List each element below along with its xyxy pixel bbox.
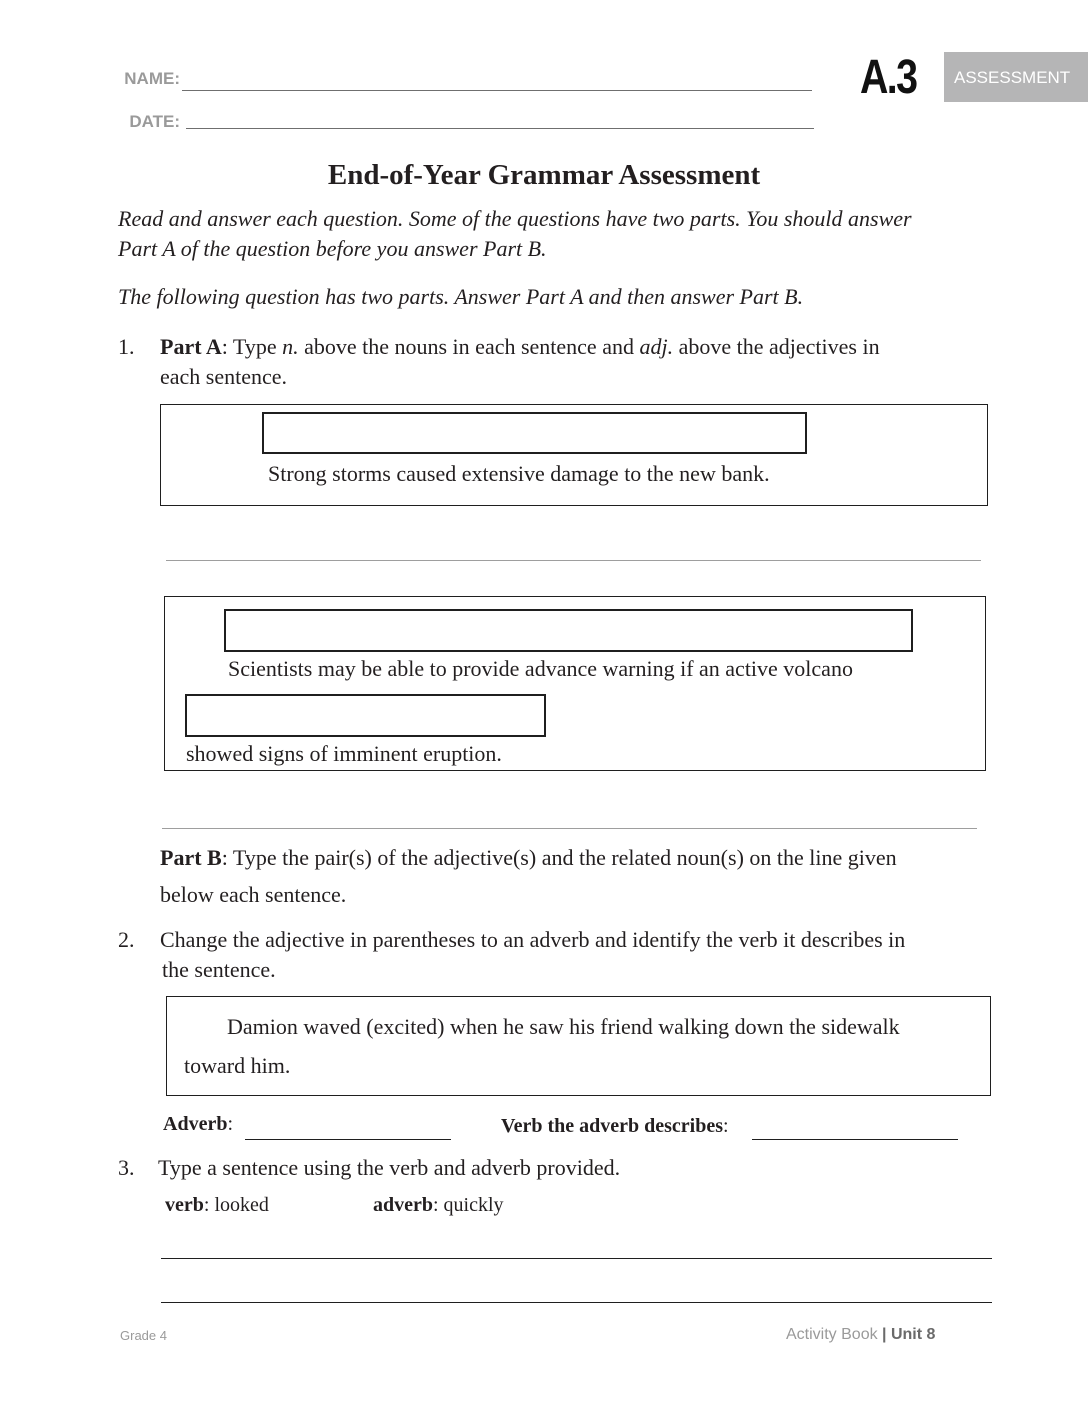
sentence-1: Strong storms caused extensive damage to the new bank. xyxy=(268,461,770,486)
q1-part-b-prompt: Part B: Type the pair(s) of the adjective(s) and the related noun(s) on the line given xyxy=(160,845,897,870)
q3-adverb-value: : quickly xyxy=(433,1194,504,1216)
q3-adverb xyxy=(373,1194,504,1217)
verb-describes-label: Verb the adverb describes xyxy=(501,1115,724,1137)
sentence-2-line-2: showed signs of imminent eruption. xyxy=(186,741,502,766)
adverb-prompt: Adverb: xyxy=(163,1113,234,1135)
assessment-tag: ASSESSMENT xyxy=(944,52,1088,102)
name-field[interactable] xyxy=(182,90,812,91)
sentence-1-answer-input[interactable] xyxy=(262,412,807,454)
date-field[interactable] xyxy=(186,128,814,129)
instructions-line-3: The following question has two parts. Answer Part A and then answer Part B. xyxy=(118,284,804,309)
q3-prompt: Type a sentence using the verb and adverb provided. xyxy=(158,1155,621,1180)
adverb-answer-line[interactable] xyxy=(245,1139,451,1140)
page-title: End-of-Year Grammar Assessment xyxy=(327,159,761,191)
q2-sentence-box xyxy=(166,996,991,1096)
q2-number: 2. xyxy=(118,927,135,952)
q2-sentence-line-1: Damion waved (excited) when he saw his friend walking down the sidewalk xyxy=(227,1014,900,1039)
sentence-2-line-1: Scientists may be able to provide advance warning if an active volcano xyxy=(228,656,853,681)
verb-answer-line[interactable] xyxy=(752,1139,958,1140)
sentence-2-answer-input-1[interactable] xyxy=(224,609,913,652)
q2-prompt-line-2: the sentence. xyxy=(162,957,276,982)
name-label: NAME: xyxy=(124,69,180,88)
q1-number: 1. xyxy=(118,334,135,359)
q3-answer-line-1[interactable] xyxy=(161,1258,992,1259)
footer-book-unit: Activity Book | Unit 8 xyxy=(786,1326,936,1343)
date-label: DATE: xyxy=(129,112,180,131)
sentence-1-answer-line[interactable] xyxy=(166,560,981,561)
q1-part-a-prompt-line-2: each sentence. xyxy=(160,364,288,389)
q3-verb xyxy=(165,1194,269,1217)
activity-code: A.3 xyxy=(860,51,917,104)
q3-verb-label: verb xyxy=(165,1194,204,1216)
q2-sentence-line-2: toward him. xyxy=(184,1053,291,1078)
instructions-line-1: Read and answer each question. Some of the questions have two parts. You should answer xyxy=(118,206,912,231)
q3-number: 3. xyxy=(118,1155,135,1180)
sentence-2-answer-line[interactable] xyxy=(162,828,977,829)
q3-adverb-label: adverb xyxy=(373,1194,433,1216)
footer-unit: Unit 8 xyxy=(890,1326,936,1343)
q1-part-a-prompt: Part A: Type n. above the nouns in each sentence and adj. above the adjectives in xyxy=(160,334,880,359)
q3-answer-line-2[interactable] xyxy=(161,1302,992,1303)
footer-grade: Grade 4 xyxy=(120,1328,167,1343)
instructions-line-2: Part A of the question before you answer Part B. xyxy=(118,236,547,261)
sentence-2-answer-input-2[interactable] xyxy=(185,694,546,737)
part-b-label: Part B xyxy=(160,845,222,870)
q2-prompt-line-1: Change the adjective in parentheses to an adverb and identify the verb it describes in xyxy=(160,927,906,952)
part-a-label: Part A xyxy=(160,334,222,359)
adverb-label: Adverb xyxy=(163,1113,228,1135)
verb-prompt: Verb the adverb describes: xyxy=(501,1115,729,1137)
q1-part-b-prompt-line-2: below each sentence. xyxy=(160,882,347,907)
q3-verb-value: : looked xyxy=(203,1194,269,1216)
